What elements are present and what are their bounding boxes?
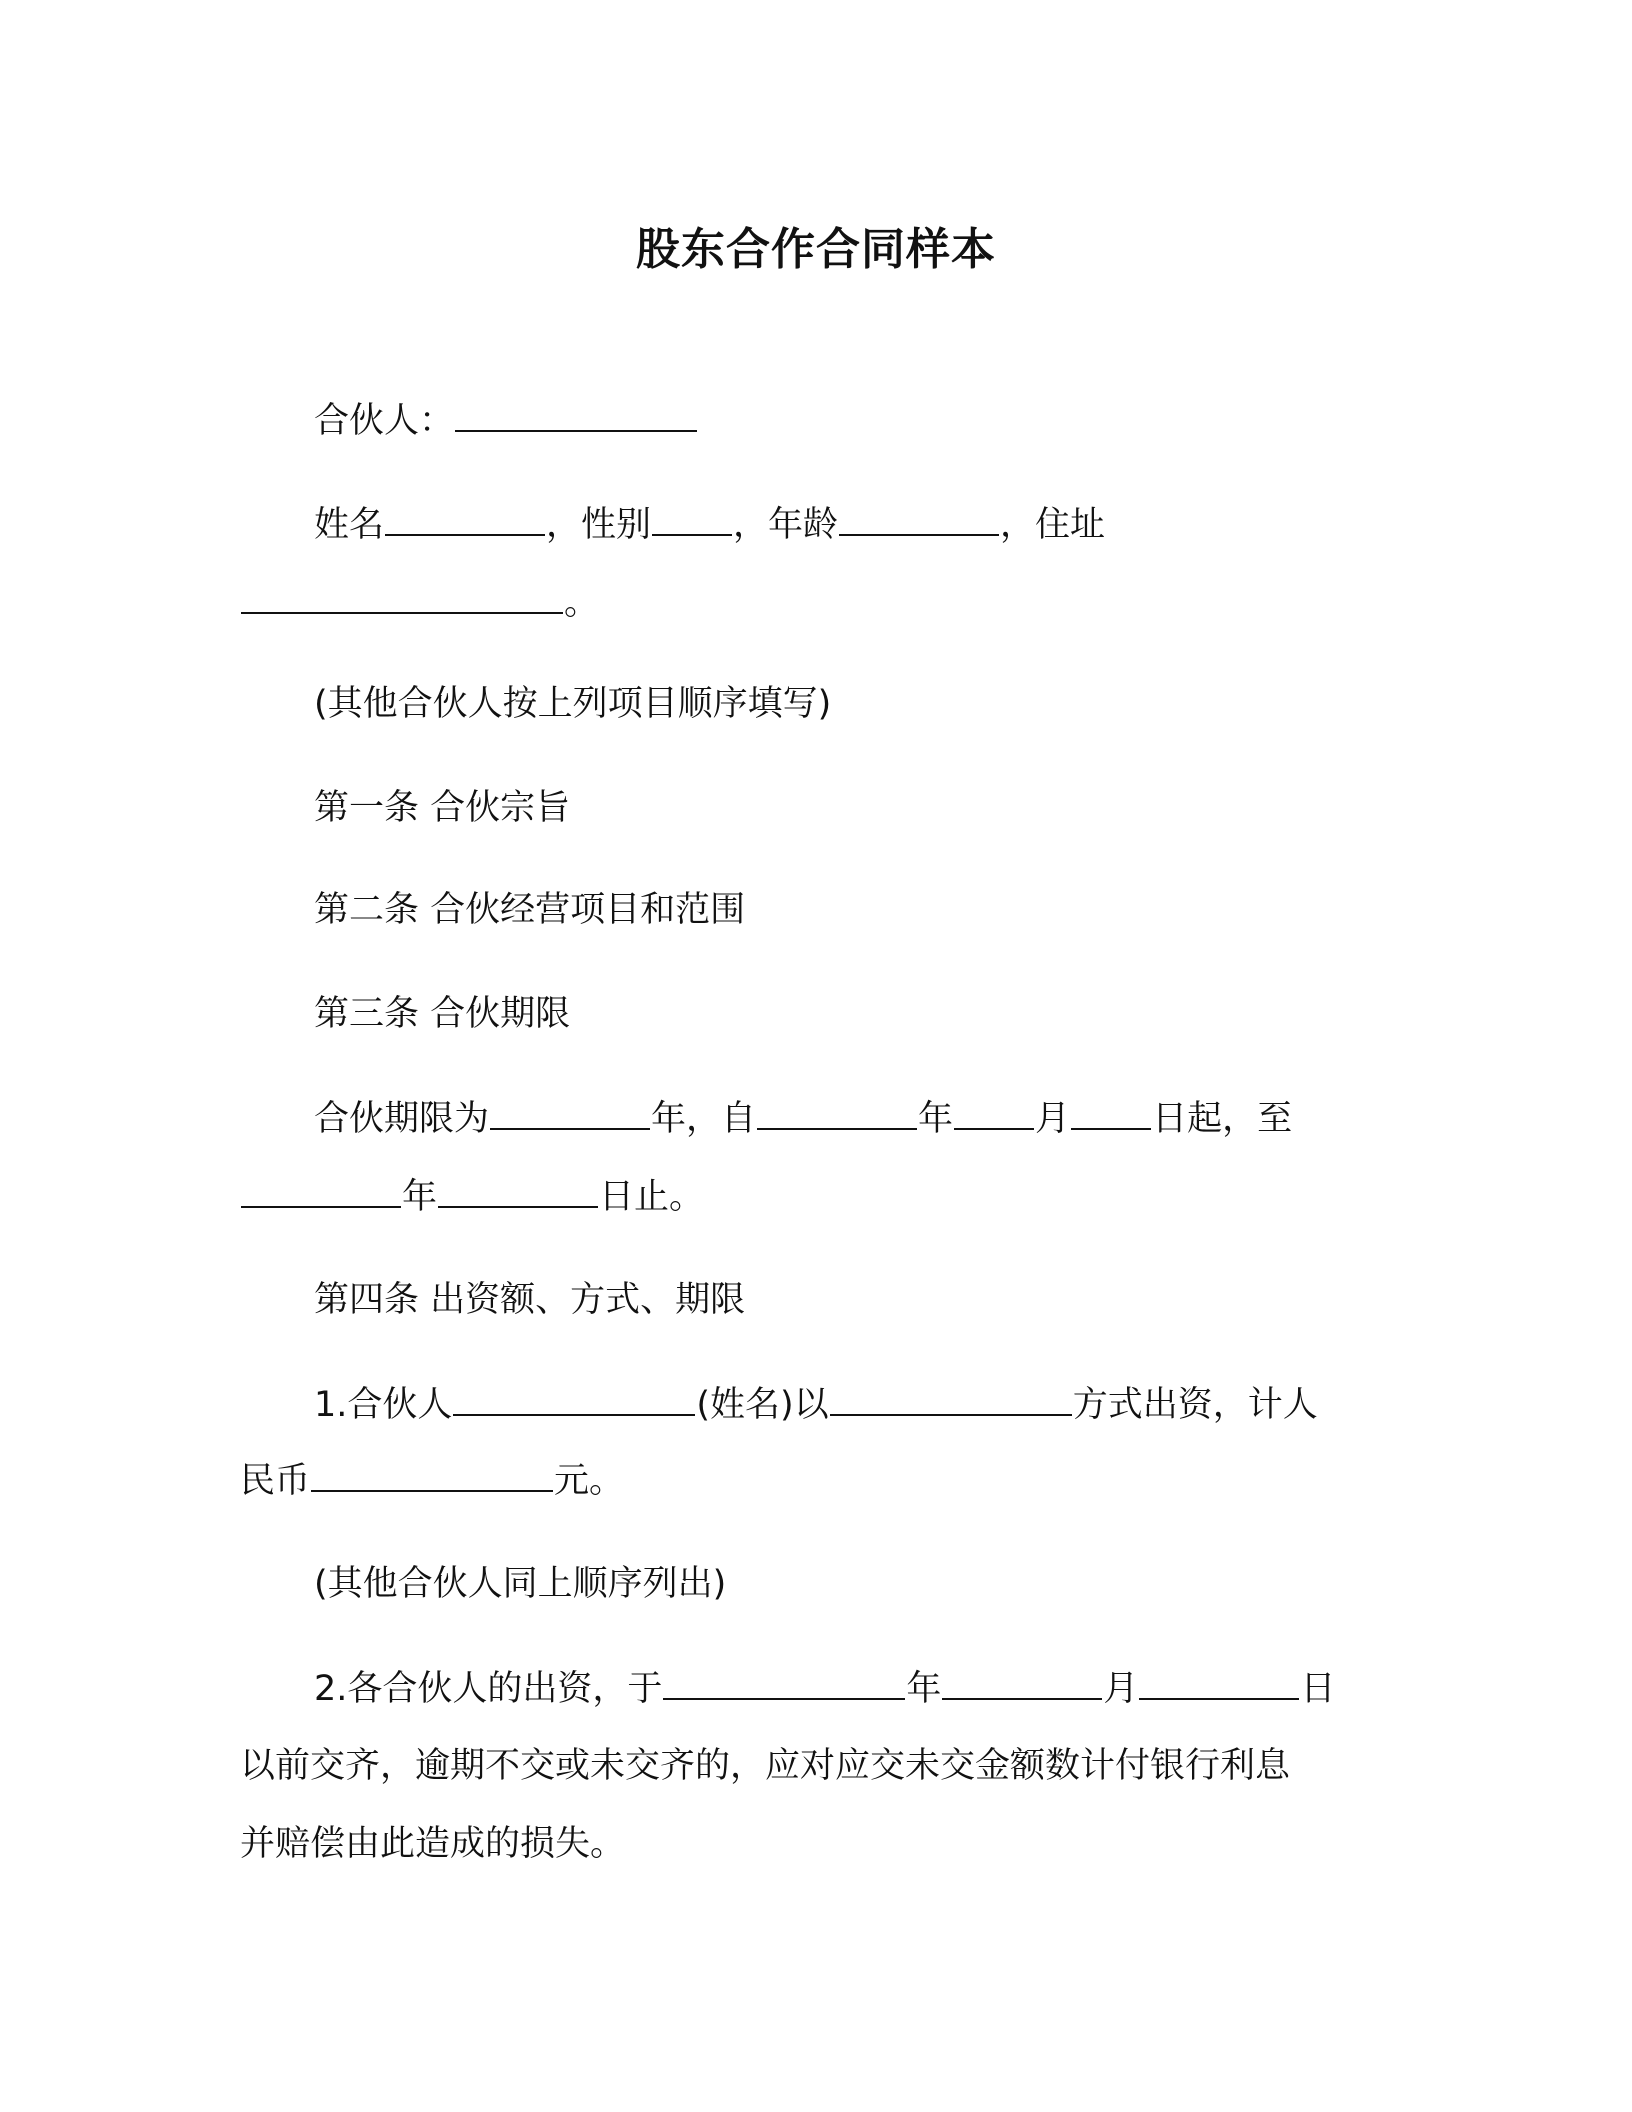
gender-blank: [652, 500, 732, 536]
other-partners-note: (其他合伙人按上列项目顺序填写): [314, 684, 832, 724]
gender-label: ，性别: [546, 505, 652, 545]
term-month-label: 月: [1035, 1099, 1071, 1139]
address-blank: [241, 578, 563, 614]
term-start-year-blank: [757, 1094, 917, 1130]
term-start-month-blank: [954, 1094, 1034, 1130]
contrib-method-blank: [830, 1380, 1072, 1416]
contribution-line-2: [240, 1456, 624, 1505]
contrib-prefix: 1.合伙人: [314, 1385, 453, 1425]
partner-info-line: [314, 500, 1105, 549]
term-line: [314, 1094, 1292, 1143]
deadline-month-blank: [942, 1664, 1102, 1700]
contrib-yuan-label: 元。: [554, 1461, 625, 1501]
deadline-prefix: 2.各合伙人的出资，于: [314, 1669, 663, 1709]
deadline-line: [314, 1664, 1335, 1713]
term-year3-label: 年: [402, 1177, 438, 1217]
address-label: ，住址: [1000, 505, 1106, 545]
partner-label: 合伙人：: [314, 401, 455, 441]
term-year-label: 年，自: [651, 1099, 757, 1139]
deadline-day-label: 日: [1300, 1669, 1336, 1709]
term-end-day-blank: [438, 1172, 598, 1208]
term-day-to-label: 日止。: [599, 1177, 705, 1217]
article-4-heading: 第四条 出资额、方式、期限: [314, 1280, 746, 1320]
deadline-year-blank: [663, 1664, 905, 1700]
age-label: ，年龄: [733, 505, 839, 545]
term-years-blank: [490, 1094, 650, 1130]
partner-line: [314, 396, 698, 445]
deadline-year-label: 年: [906, 1669, 942, 1709]
contrib-rmb-label: 民币: [240, 1461, 311, 1501]
term-start-day-blank: [1071, 1094, 1151, 1130]
address-line: [240, 578, 599, 627]
article-2-heading: 第二条 合伙经营项目和范围: [314, 890, 746, 930]
deadline-line-2: 以前交齐，逾期不交或未交齐的，应对应交未交金额数计付银行利息: [240, 1746, 1291, 1786]
contrib-name-blank: [453, 1380, 695, 1416]
contrib-name-label: (姓名)以: [696, 1385, 829, 1425]
name-label: 姓名: [314, 505, 385, 545]
contrib-method-label: 方式出资，计人: [1072, 1385, 1318, 1425]
name-blank: [385, 500, 545, 536]
age-blank: [839, 500, 999, 536]
term-year2-label: 年: [918, 1099, 954, 1139]
term-day-from-label: 日起，至: [1152, 1099, 1293, 1139]
article-3-heading: 第三条 合伙期限: [314, 994, 571, 1034]
document-title: 股东合作合同样本: [636, 224, 996, 275]
article-1-heading: 第一条 合伙宗旨: [314, 788, 571, 828]
address-end: 。: [564, 583, 600, 623]
contribution-line: [314, 1380, 1318, 1429]
partner-blank: [455, 396, 697, 432]
deadline-line-3: 并赔偿由此造成的损失。: [240, 1824, 626, 1864]
term-prefix: 合伙期限为: [314, 1099, 490, 1139]
deadline-month-label: 月: [1103, 1669, 1139, 1709]
other-partners-note-2: (其他合伙人同上顺序列出): [314, 1564, 727, 1604]
deadline-day-blank: [1139, 1664, 1299, 1700]
term-line-2: [240, 1172, 704, 1221]
term-end-year-blank: [241, 1172, 401, 1208]
contrib-amount-blank: [311, 1456, 553, 1492]
